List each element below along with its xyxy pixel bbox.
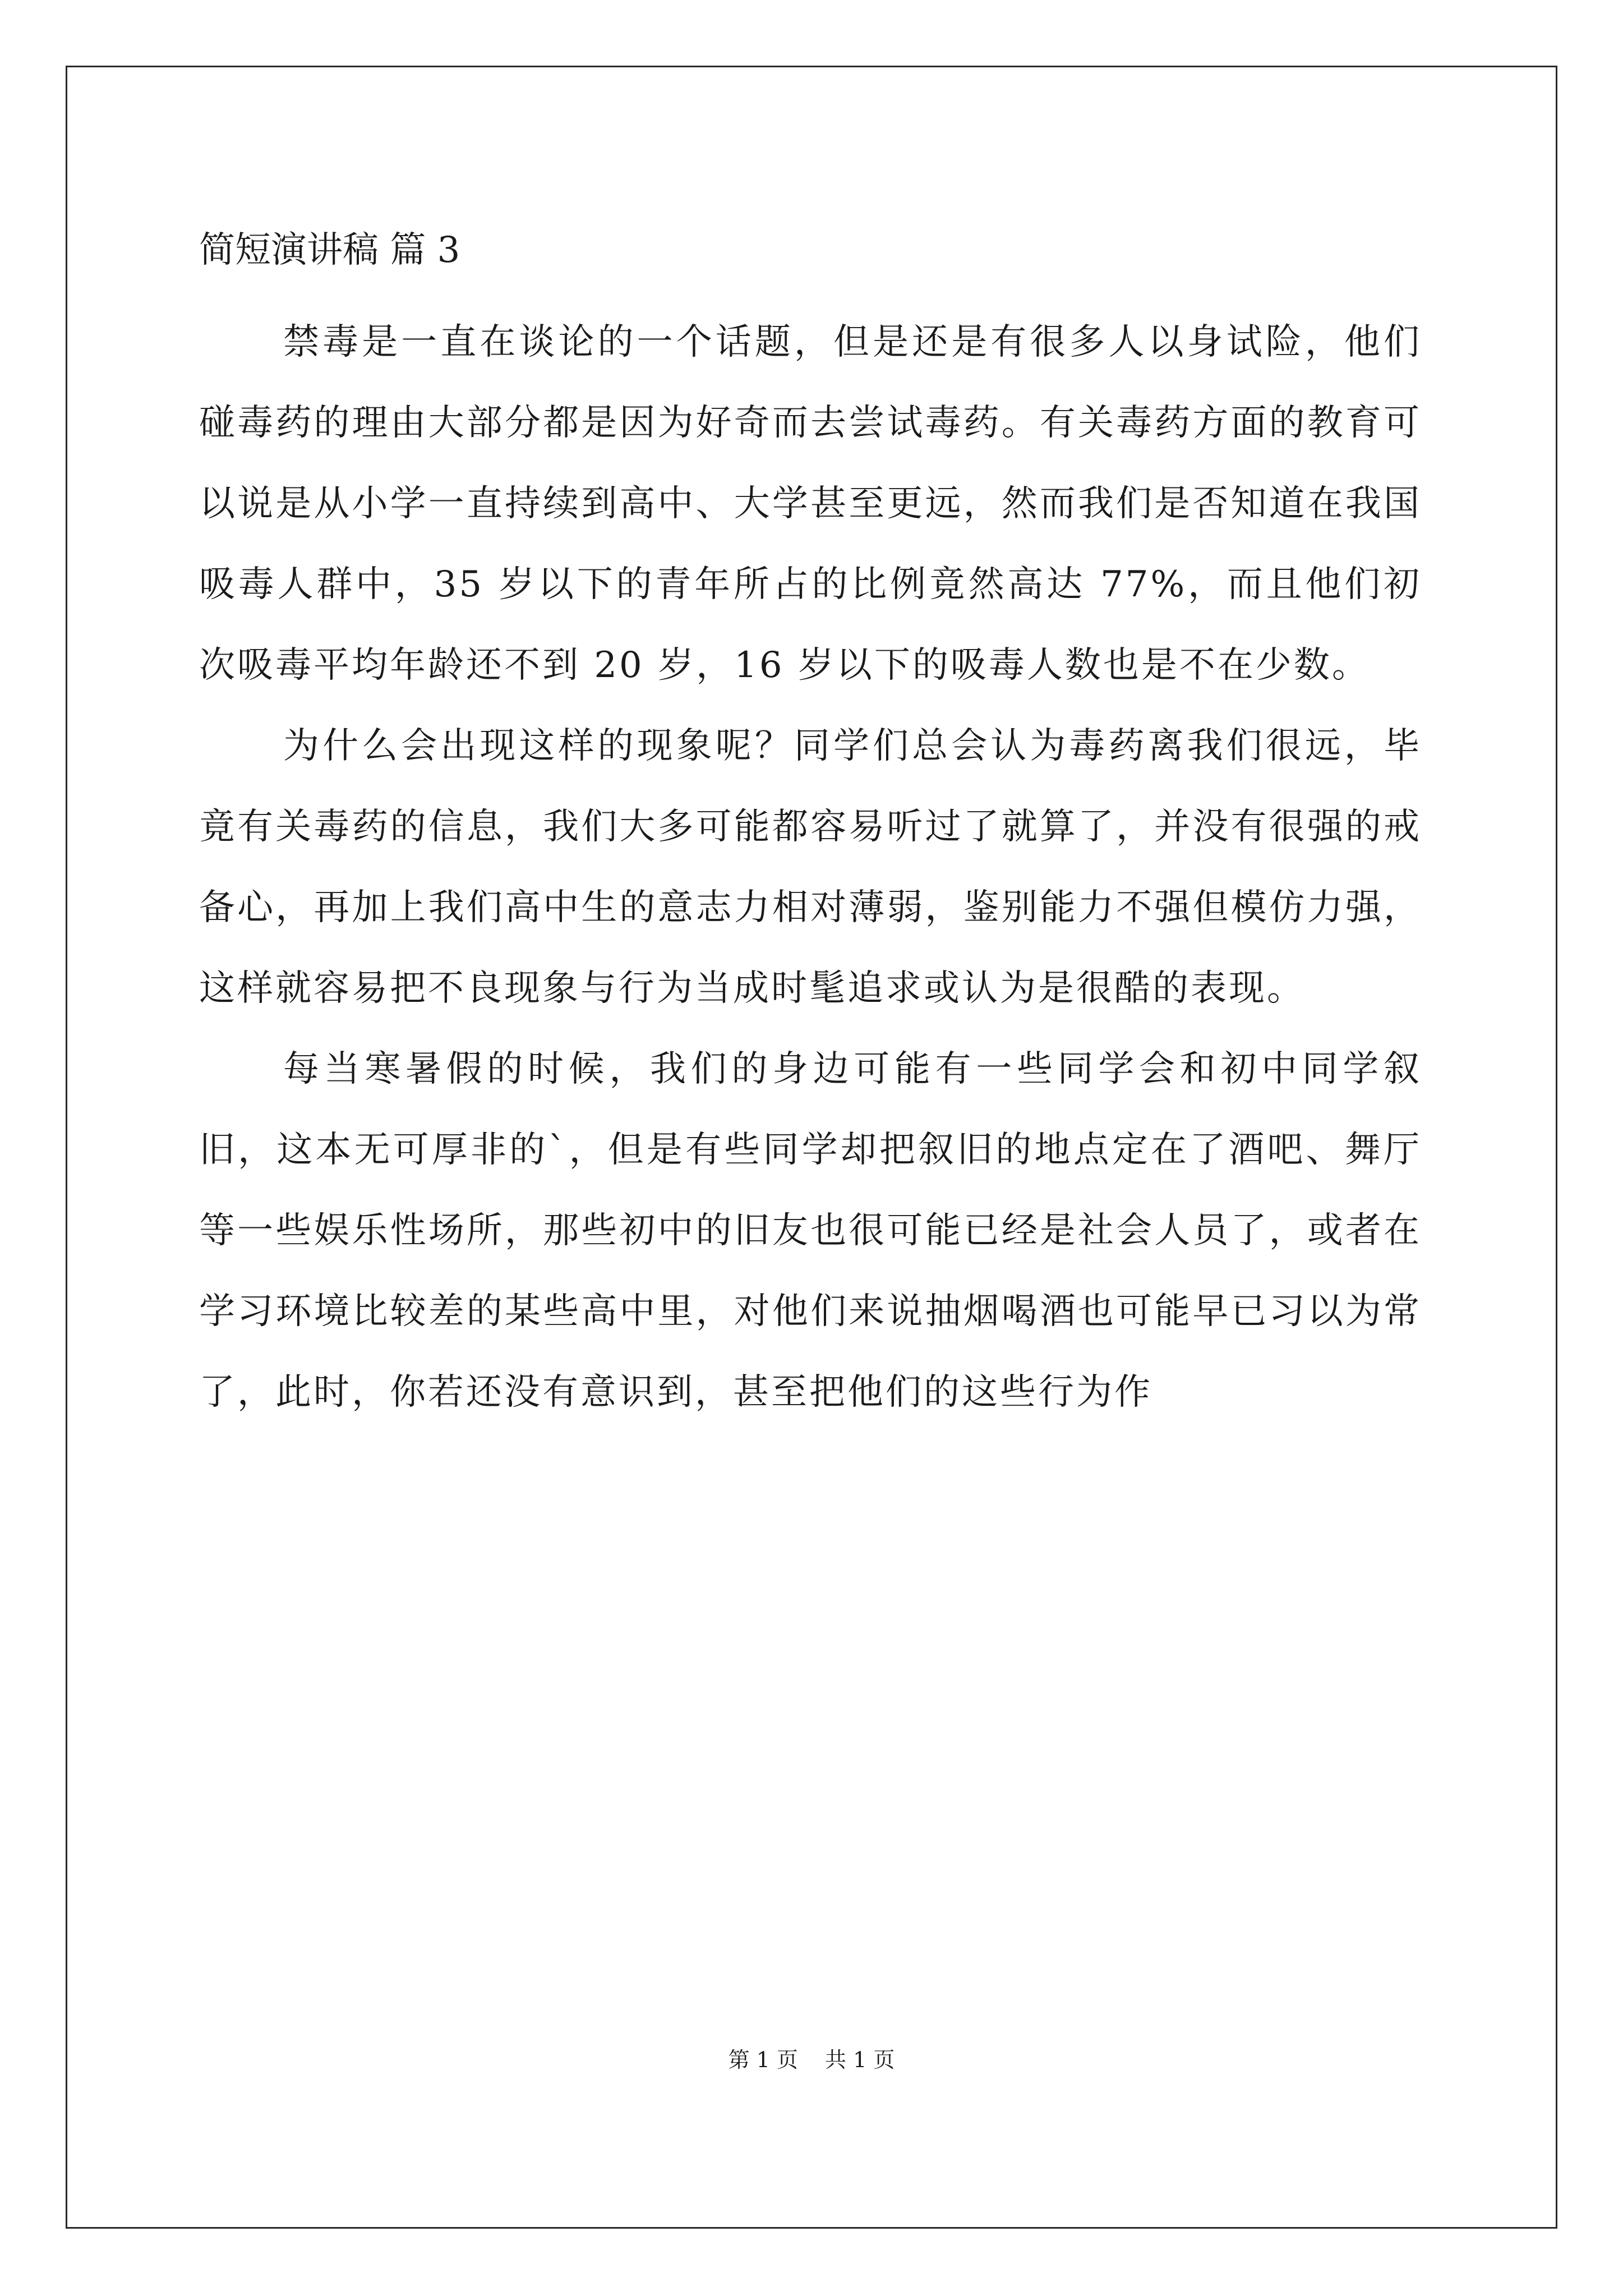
document-title: 简短演讲稿 篇 3 (199, 229, 460, 271)
paragraph-3: 每当寒暑假的时候，我们的身边可能有一些同学会和初中同学叙旧，这本无可厚非的`，但是有些同学却把叙旧的地点定在了酒吧、舞厅等一些娱乐性场所，那些初中的旧友也很可能已经是社会人员了，或者在学习环境比较差的某些高中里，对他们来说抽烟喝酒也可能早已习以为常了，此时，你若还没有意识到，甚至把他们的这些行为作 (199, 1048, 1422, 1413)
page-number: 第 1 页 (728, 2047, 798, 2072)
page-total: 共 1 页 (825, 2047, 895, 2072)
paragraph-2: 为什么会出现这样的现象呢？同学们总会认为毒药离我们很远，毕竟有关毒药的信息，我们大多可能都容易听过了就算了，并没有很强的戒备心，再加上我们高中生的意志力相对薄弱，鉴别能力不强但模仿力强，这样就容易把不良现象与行为当成时髦追求或认为是很酷的表现。 (199, 725, 1422, 1009)
document-body (199, 219, 1422, 1433)
page-footer (0, 2046, 1623, 2073)
paragraph-1: 禁毒是一直在谈论的一个话题，但是还是有很多人以身试险，他们碰毒药的理由大部分都是因为好奇而去尝试毒药。有关毒药方面的教育可以说是从小学一直持续到高中、大学甚至更远，然而我们是否知道在我国吸毒人群中，35 岁以下的青年所占的比例竟然高达 77%，而且他们初次吸毒平均年龄还不到 20 岁，16 岁以下的吸毒人数也是不在少数。 (199, 321, 1422, 686)
